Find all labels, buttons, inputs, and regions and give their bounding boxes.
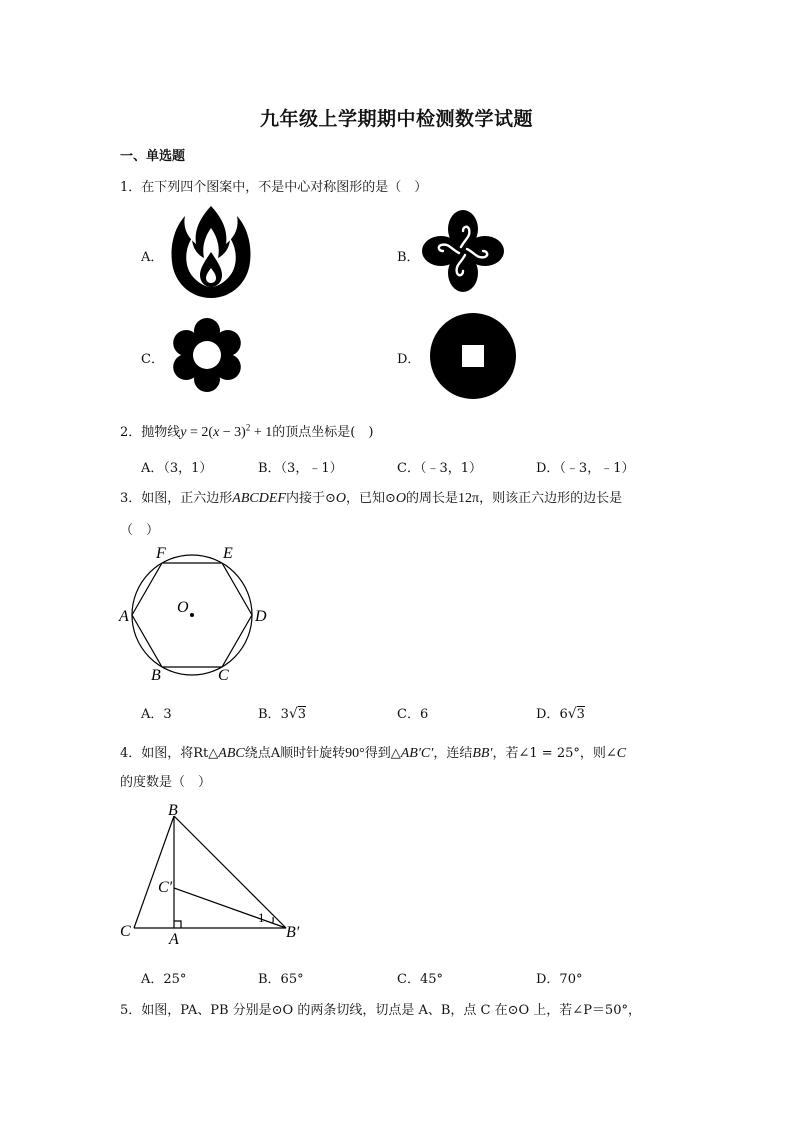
section-heading: 一、单选题 bbox=[120, 149, 186, 164]
question-5-stem: 5．如图，PA、PB 分别是⊙O 的两条切线，切点是 A、B，点 C 在⊙O 上，若∠P＝50°， bbox=[120, 1003, 641, 1018]
q4-stem-part3: 得到△ bbox=[364, 746, 401, 761]
label-c-prime: C′ bbox=[158, 879, 173, 896]
q3-circle-o-2: O bbox=[395, 491, 406, 506]
q4-angle: 90° bbox=[345, 746, 365, 761]
q2-option-d: D．（﹣3，﹣1） bbox=[536, 461, 635, 476]
right-angle-mark bbox=[174, 921, 181, 928]
q3-hexagon-name: ABCDEF bbox=[232, 491, 286, 506]
q3-stem-part1: 3．如图，正六边形 bbox=[120, 491, 233, 506]
q1-option-b-label: B． bbox=[397, 250, 420, 265]
q4-option-b: B．65° bbox=[258, 972, 304, 987]
q2-formula-eq: = 2( bbox=[186, 425, 214, 440]
q3-stem-line2: （ ） bbox=[120, 523, 160, 538]
q2-formula-exponent: 2 bbox=[245, 422, 251, 433]
q1-option-d-label: D． bbox=[397, 352, 421, 367]
q3-option-c: C．6 bbox=[397, 707, 429, 722]
label-f: F bbox=[156, 545, 166, 562]
q3-option-a: A．3 bbox=[141, 707, 172, 722]
q2-formula-tail: + 1 bbox=[250, 425, 273, 440]
question-4-stem bbox=[120, 742, 626, 762]
q3-stem-part5: ，则该正六边形的边长是 bbox=[479, 491, 623, 506]
center-point bbox=[190, 613, 194, 617]
question-3-stem bbox=[120, 487, 622, 507]
rotation-triangle-figure bbox=[118, 800, 308, 950]
segment-b-b1 bbox=[174, 816, 286, 928]
q2-formula bbox=[180, 422, 273, 440]
q3-option-b-coef: 3 bbox=[280, 707, 289, 722]
q2-formula-y: y bbox=[180, 425, 187, 440]
label-a: A bbox=[169, 931, 179, 948]
q2-option-c: C．（﹣3，1） bbox=[397, 461, 482, 476]
q3-stem-part2: 内接于⊙ bbox=[285, 491, 336, 506]
q2-option-b: B．（3，﹣1） bbox=[258, 461, 343, 476]
q3-stem-part4: 的周长是 bbox=[406, 491, 459, 506]
label-b: B bbox=[151, 667, 161, 683]
q2-formula-x: x bbox=[213, 425, 220, 440]
ancient-coin-icon bbox=[430, 313, 516, 399]
question-2-stem bbox=[120, 421, 373, 441]
q4-angle-c: C bbox=[616, 746, 627, 761]
q3-option-d-coef: 6 bbox=[559, 707, 568, 722]
q4-option-d: D．70° bbox=[536, 972, 583, 987]
q2-stem-prefix: 2．抛物线 bbox=[120, 425, 181, 440]
segment-c-b bbox=[134, 816, 174, 928]
q3-option-d bbox=[536, 703, 585, 722]
q4-stem-line2: 的度数是（ ） bbox=[120, 775, 212, 790]
q4-stem-part4: ，连结 bbox=[433, 746, 473, 761]
q3-perimeter: 12π bbox=[458, 491, 480, 506]
label-c: C bbox=[120, 923, 131, 940]
q4-stem-part1: 4．如图，将Rt△ bbox=[120, 746, 219, 761]
q4-stem-part5: ，若∠1 = 25°，则∠ bbox=[492, 746, 617, 761]
label-c: C bbox=[218, 667, 229, 683]
q4-segment: BB′ bbox=[472, 746, 493, 761]
question-1-stem: 1．在下列四个图案中，不是中心对称图形的是（ ） bbox=[120, 180, 428, 195]
pinwheel-flower-icon bbox=[420, 208, 506, 294]
page-title: 九年级上学期期中检测数学试题 bbox=[259, 108, 533, 130]
label-b-prime: B′ bbox=[286, 924, 300, 941]
label-o: O bbox=[177, 599, 189, 616]
label-e: E bbox=[223, 545, 233, 562]
q4-triangle-2: AB′C′ bbox=[400, 746, 434, 761]
label-angle-1: 1 bbox=[258, 910, 265, 925]
label-a: A bbox=[119, 608, 129, 625]
sqrt-icon: √ bbox=[567, 706, 577, 722]
label-b: B bbox=[168, 802, 178, 819]
q2-formula-rest: − 3) bbox=[219, 425, 246, 440]
q4-triangle-1: ABC bbox=[218, 746, 245, 761]
q4-stem-part2: 绕点A顺时针旋转 bbox=[244, 746, 346, 761]
segment-c1-b1 bbox=[174, 888, 286, 928]
q1-option-c-label: C． bbox=[141, 352, 164, 367]
hexagon-in-circle-figure bbox=[118, 543, 278, 683]
sqrt-icon: √ bbox=[288, 706, 298, 722]
q3-option-d-label: D． bbox=[536, 707, 560, 722]
q3-option-b bbox=[258, 703, 306, 722]
q4-option-c: C．45° bbox=[397, 972, 443, 987]
q3-option-b-label: B． bbox=[258, 707, 281, 722]
flame-drop-icon bbox=[170, 206, 252, 298]
q3-stem-part3: ，已知⊙ bbox=[345, 491, 396, 506]
six-petal-flower-icon bbox=[170, 318, 244, 392]
q2-option-a: A．（3，1） bbox=[141, 461, 213, 476]
label-d: D bbox=[255, 608, 267, 625]
q3-option-b-radicand: 3 bbox=[297, 707, 307, 722]
q1-option-a-label: A． bbox=[141, 250, 164, 265]
q3-option-d-radicand: 3 bbox=[576, 707, 585, 722]
q4-option-a: A．25° bbox=[141, 972, 187, 987]
q3-circle-o-1: O bbox=[335, 491, 346, 506]
q2-stem-suffix: 的顶点坐标是( ) bbox=[272, 425, 374, 440]
